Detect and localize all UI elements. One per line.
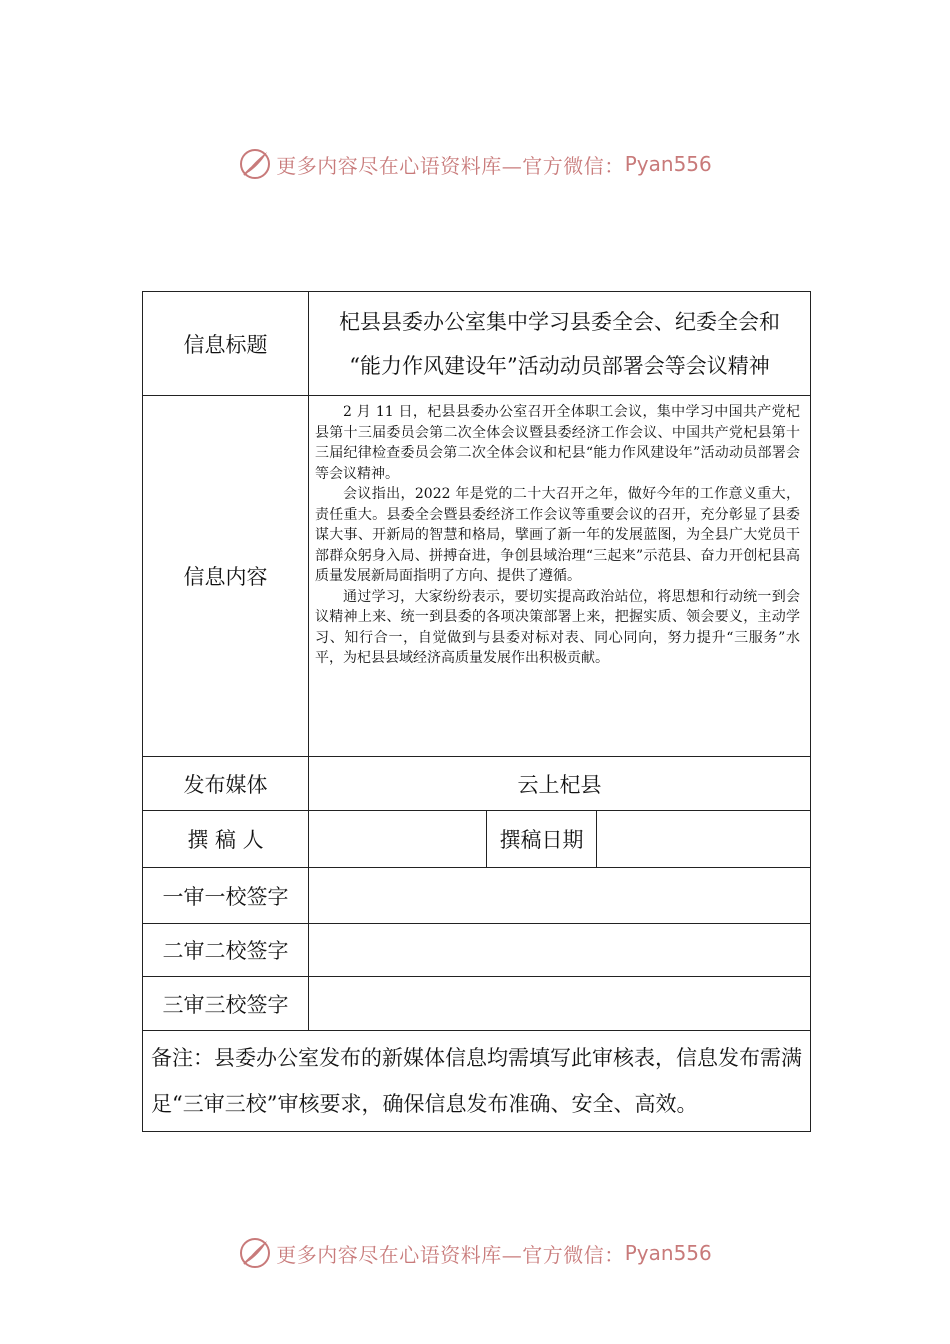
content-row: [143, 396, 811, 757]
watermark-text: 更多内容尽在心语资料库—官方微信：: [276, 153, 625, 178]
quill-logo-icon: [238, 1236, 272, 1270]
title-row: [143, 292, 811, 396]
content-value: [309, 396, 811, 757]
title-label: 信息标题: [143, 292, 309, 396]
date-field[interactable]: [597, 811, 811, 868]
review3-row: [143, 977, 811, 1031]
review2-row: [143, 924, 811, 977]
title-line: 杞县县委办公室集中学习县委全会、纪委全会和: [339, 309, 780, 334]
content-paragraph: 会议指出，2022 年是党的二十大召开之年，做好今年的工作意义重大，责任重大。县委全会暨县委经济工作会议等重要会议的召开，充分彰显了县委谋大事、开新局的智慧和格局，擘画了新一年的发展蓝图，为全县广大党员干部群众躬身入局、拼搏奋进，争创县域治理“三起来”示范县、奋力开创杞县高质量发展新局面指明了方向、提供了遵循。: [315, 486, 801, 584]
content-paragraph: 通过学习，大家纷纷表示，要切实提高政治站位，将思想和行动统一到会议精神上来、统一到县委的各项决策部署上来，把握实质、领会要义，主动学习、知行合一，自觉做到与县委对标对表、同心同向，努力提升“三服务”水平，为杞县县域经济高质量发展作出积极贡献。: [315, 588, 801, 666]
review-form-table: [142, 291, 811, 1132]
review1-label: 一审一校签字: [143, 868, 309, 924]
author-field[interactable]: [309, 811, 487, 868]
review2-label: 二审二校签字: [143, 924, 309, 977]
note-text: 备注：县委办公室发布的新媒体信息均需填写此审核表，信息发布需满足“三审三校”审核要求，确保信息发布准确、安全、高效。: [143, 1031, 811, 1132]
note-row: [143, 1031, 811, 1132]
watermark-text: 更多内容尽在心语资料库—官方微信：: [276, 1242, 625, 1267]
media-label: 发布媒体: [143, 757, 309, 811]
review1-signature-field[interactable]: [309, 868, 811, 924]
date-label: 撰稿日期: [487, 811, 597, 868]
review1-row: [143, 868, 811, 924]
watermark-bottom: [0, 1233, 950, 1273]
quill-logo-icon: [238, 147, 272, 181]
title-value: [309, 292, 811, 396]
content-paragraph: 2 月 11 日，杞县县委办公室召开全体职工会议，集中学习中国共产党杞县第十三届委员会第二次全体会议暨县委经济工作会议、中国共产党杞县第十三届纪律检查委员会第二次全体会议和杞县“能力作风建设年”活动动员部署会等会议精神。: [315, 404, 801, 482]
content-label: 信息内容: [143, 396, 309, 757]
review3-label: 三审三校签字: [143, 977, 309, 1031]
review2-signature-field[interactable]: [309, 924, 811, 977]
watermark-top: [0, 144, 950, 184]
media-value: 云上杞县: [309, 757, 811, 811]
media-row: [143, 757, 811, 811]
watermark-wechat-id: Pyan556: [624, 152, 712, 176]
review3-signature-field[interactable]: [309, 977, 811, 1031]
author-row: [143, 811, 811, 868]
title-line: “能力作风建设年”活动动员部署会等会议精神: [349, 353, 770, 378]
watermark-wechat-id: Pyan556: [624, 1241, 712, 1265]
author-label: 撰 稿 人: [143, 811, 309, 868]
